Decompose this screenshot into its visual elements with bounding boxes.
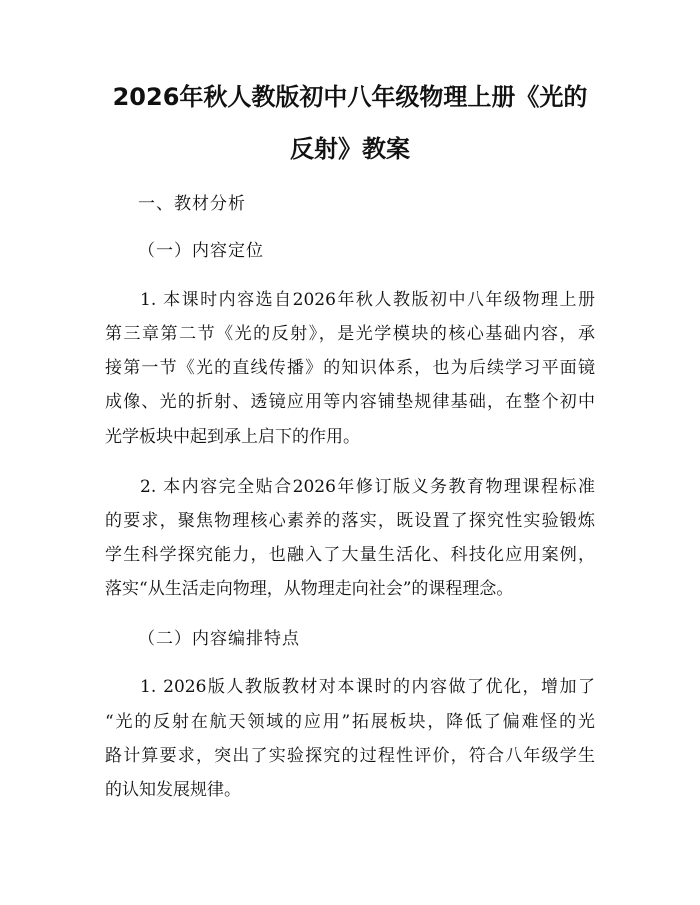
paragraph-2-line-4: 落实“从生活走向物理，从物理走向社会”的课程理念。 [105,579,514,599]
document-title-line-2: 反射》教案 [290,135,410,163]
paragraph-1-line-5: 光学板块中起到承上启下的作用。 [105,427,360,447]
paragraph-3-line-2: “光的反射在航天领域的应用”拓展板块，降低了偏难怪的光 [105,712,595,732]
paragraph-2-line-2: 的要求，聚焦物理核心素养的落实，既设置了探究性实验锻炼 [105,511,595,531]
paragraph-2-line-3: 学生科学探究能力，也融入了大量生活化、科技化应用案例， [105,545,595,565]
paragraph-3-line-1: 1. 2026版人教版教材对本课时的内容做了优化，增加了 [140,677,595,697]
subsection-heading-arrangement-features: （二）内容编排特点 [138,629,300,649]
paragraph-3-line-4: 的认知发展规律。 [105,780,241,800]
section-heading-textbook-analysis: 一、教材分析 [138,194,246,214]
paragraph-2-line-1: 2. 本内容完全贴合2026年修订版义务教育物理课程标准 [140,477,595,497]
subsection-heading-content-positioning: （一）内容定位 [138,241,264,261]
paragraph-1-line-4: 成像、光的折射、透镜应用等内容铺垫规律基础，在整个初中 [105,392,595,412]
paragraph-1-line-3: 接第一节《光的直线传播》的知识体系，也为后续学习平面镜 [105,358,595,378]
paragraph-1-line-1: 1. 本课时内容选自2026年秋人教版初中八年级物理上册 [140,290,595,310]
document-title-line-1: 2026年秋人教版初中八年级物理上册《光的 [112,83,588,111]
paragraph-3-line-3: 路计算要求，突出了实验探究的过程性评价，符合八年级学生 [105,746,595,766]
paragraph-1-line-2: 第三章第二节《光的反射》，是光学模块的核心基础内容，承 [105,324,595,344]
